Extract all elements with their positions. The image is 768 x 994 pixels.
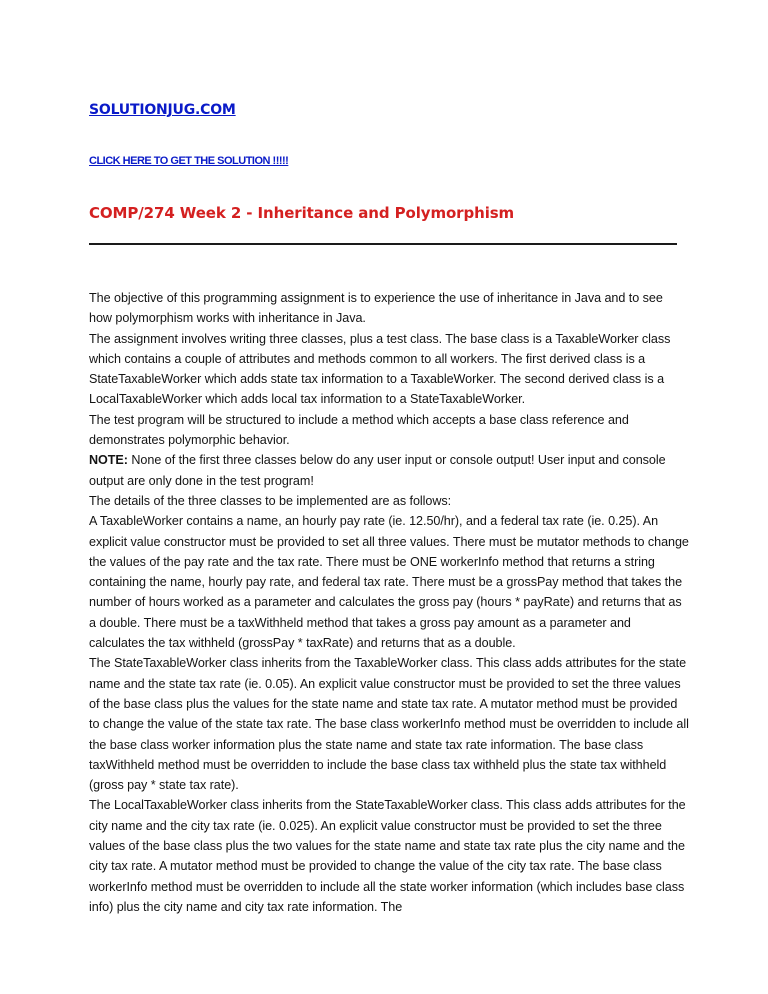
title-divider [89, 243, 677, 245]
note-text: None of the first three classes below do any user input or console output! User input and console output are only done in the test program! [89, 453, 666, 488]
paragraph-test-program: The test program will be structured to include a method which accepts a base class reference and demonstrates polymorphic behavior. [89, 412, 629, 448]
document-body [89, 288, 689, 917]
paragraph-taxable-worker: A TaxableWorker contains a name, an hourly pay rate (ie. 12.50/hr), and a federal tax rate (ie. 0.25). An explicit value constructor must be provided to set all three values. There must be mutator methods to change the values of the pay rate and the tax rate. There must be ONE workerInfo method that returns a string containing the name, hourly pay rate, and federal tax rate. There must be a grossPay method that takes the number of hours worked as a parameter and calculates the gross pay (hours * payRate) and returns that as a double. There must be a taxWithheld method that takes a gross pay amount as a parameter and calculates the tax withheld (grossPay * taxRate) and returns that as a double. [89, 514, 689, 651]
paragraph-state-taxable-worker: The StateTaxableWorker class inherits from the TaxableWorker class. This class adds attributes for the state name and the state tax rate (ie. 0.05). An explicit value constructor must be provided to set the three values of the base class plus the values for the state name and state tax rate. A mutator method must be provided to change the value of the state tax rate. The base class workerInfo method must be overridden to include all the base class worker information plus the state name and state tax rate information. The base class taxWithheld method must be overridden to include the base class tax withheld plus the state tax withheld (gross pay * state tax rate). [89, 656, 689, 793]
get-solution-link[interactable]: CLICK HERE TO GET THE SOLUTION !!!!! [89, 155, 289, 167]
paragraph-objective: The objective of this programming assignment is to experience the use of inheritance in Java and to see how polymorphism works with inheritance in Java. [89, 291, 663, 326]
paragraph-note [89, 450, 689, 491]
paragraph-assignment-overview: The assignment involves writing three classes, plus a test class. The base class is a TaxableWorker class which contains a couple of attributes and methods common to all workers. The first derived class is a StateTaxableWorker which adds state tax information to a TaxableWorker. The second derived class is a LocalTaxableWorker which adds local tax information to a StateTaxableWorker. [89, 331, 671, 407]
paragraph-local-taxable-worker: The LocalTaxableWorker class inherits from the StateTaxableWorker class. This class adds attributes for the city name and the city tax rate (ie. 0.025). An explicit value constructor must be provided to set the three values of the base class plus the two values for the state name and state tax rate plus the city name and the city tax rate. A mutator method must be provided to change the value of the city tax rate. The base class workerInfo method must be overridden to include all the state worker information (which includes base class info) plus the city name and city tax rate information. The [89, 798, 686, 914]
note-label: NOTE: [89, 453, 128, 468]
site-link[interactable]: SOLUTIONJUG.COM [89, 102, 236, 118]
document-title: COMP/274 Week 2 - Inheritance and Polymorphism [89, 204, 515, 222]
paragraph-details-intro: The details of the three classes to be implemented are as follows: [89, 493, 452, 508]
